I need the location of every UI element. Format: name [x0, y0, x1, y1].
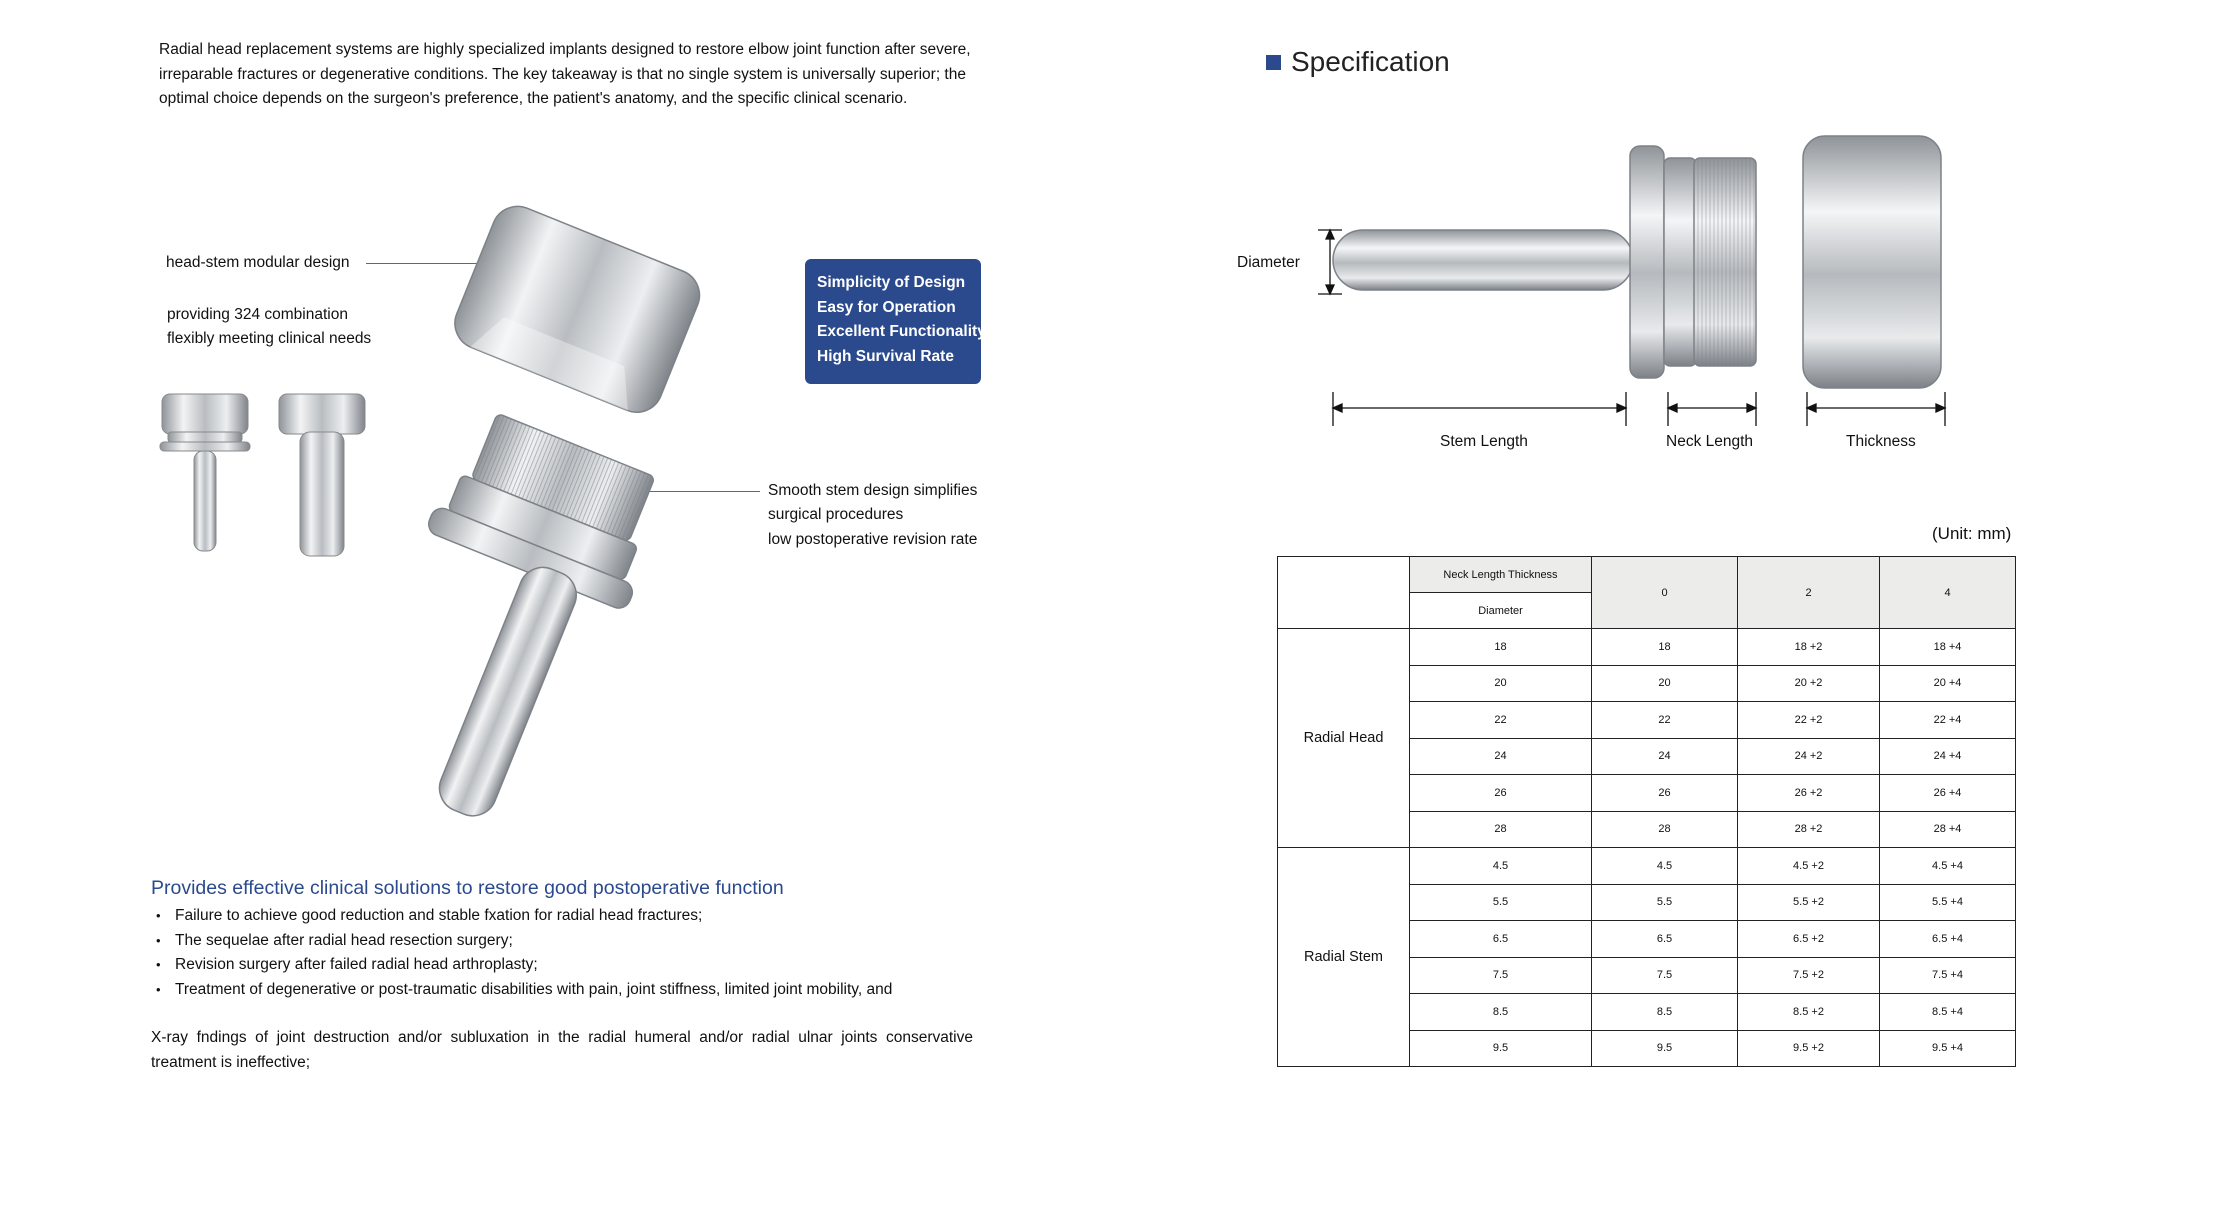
dim-label-diameter: Diameter: [1237, 254, 1300, 271]
dim-label-stem-length: Stem Length: [1440, 433, 1528, 450]
table-cell: 6.5 +4: [1880, 921, 2016, 958]
list-item: • Revision surgery after failed radial head arthroplasty;: [151, 953, 892, 978]
table-cell: 20 +2: [1738, 665, 1880, 702]
main-implant-illustration: [330, 190, 770, 830]
callout-stem-line2: surgical procedures: [768, 506, 904, 523]
small-implant-1: [160, 394, 250, 551]
table-header-col: 2: [1738, 557, 1880, 629]
radial-stem: [432, 560, 583, 823]
table-cell: 22: [1410, 702, 1592, 739]
table-cell: 6.5: [1592, 921, 1738, 958]
table-cell: 7.5: [1410, 957, 1592, 994]
table-cell: 8.5: [1410, 994, 1592, 1031]
table-cell: 4.5 +2: [1738, 848, 1880, 885]
callout-modular-design: head-stem modular design: [166, 254, 350, 271]
callout-stem-line1: Smooth stem design simplifies: [768, 482, 978, 499]
table-cell: 4.5: [1592, 848, 1738, 885]
table-cell: 6.5 +2: [1738, 921, 1880, 958]
table-group-radial-head: Radial Head: [1278, 629, 1410, 848]
indications-headline: Provides effective clinical solutions to restore good postoperative function: [151, 877, 784, 899]
table-cell: 8.5: [1592, 994, 1738, 1031]
table-cell: 5.5 +2: [1738, 884, 1880, 921]
feature-item: Simplicity of Design: [817, 274, 966, 291]
table-cell: 9.5 +2: [1738, 1030, 1880, 1067]
title-square-icon: [1266, 55, 1281, 70]
feature-item: High Survival Rate: [817, 347, 954, 365]
callout-stem-line3: low postoperative revision rate: [768, 531, 978, 548]
table-cell: 4.5: [1410, 848, 1592, 885]
table-cell: 8.5 +4: [1880, 994, 2016, 1031]
features-box: [805, 259, 986, 384]
table-cell: 18 +4: [1880, 629, 2016, 666]
table-cell: 26 +4: [1880, 775, 2016, 812]
callout-combination-line1: providing 324 combination: [167, 306, 348, 323]
table-cell: 22 +2: [1738, 702, 1880, 739]
table-cell: 24: [1410, 738, 1592, 775]
table-cell: 5.5: [1592, 884, 1738, 921]
table-corner-cell: [1278, 557, 1410, 629]
unit-label: (Unit: mm): [1932, 524, 2012, 543]
table-cell: 22 +4: [1880, 702, 2016, 739]
callout-combination-line2: flexibly meeting clinical needs: [167, 330, 372, 347]
dim-label-neck-length: Neck Length: [1666, 433, 1754, 450]
table-cell: 8.5 +2: [1738, 994, 1880, 1031]
list-item: • Treatment of degenerative or post-traumatic disabilities with pain, joint stiffness, limited joint mobility, and: [151, 978, 892, 1003]
table-header-neck-thickness: Neck Length Thickness: [1410, 557, 1592, 593]
spec-diagram: [1300, 130, 1980, 430]
table-cell: 28 +4: [1880, 811, 2016, 848]
table-cell: 28: [1410, 811, 1592, 848]
table-cell: 28: [1592, 811, 1738, 848]
table-cell: 7.5 +4: [1880, 957, 2016, 994]
table-cell: 5.5 +4: [1880, 884, 2016, 921]
spec-implant-side-view: [1333, 136, 1941, 388]
indications-list: [151, 904, 892, 1002]
table-cell: 22: [1592, 702, 1738, 739]
table-cell: 26 +2: [1738, 775, 1880, 812]
table-cell: 6.5: [1410, 921, 1592, 958]
table-cell: 9.5: [1410, 1030, 1592, 1067]
table-cell: 18: [1592, 629, 1738, 666]
table-cell: 20: [1410, 665, 1592, 702]
table-header-col: 0: [1592, 557, 1738, 629]
list-item: • Failure to achieve good reduction and stable fxation for radial head fractures;: [151, 904, 892, 929]
feature-item: Easy for Operation: [817, 298, 956, 316]
table-cell: 20 +4: [1880, 665, 2016, 702]
table-cell: 24 +4: [1880, 738, 2016, 775]
table-cell: 4.5 +4: [1880, 848, 2016, 885]
table-cell: 18 +2: [1738, 629, 1880, 666]
table-cell: 28 +2: [1738, 811, 1880, 848]
table-cell: 9.5: [1592, 1030, 1738, 1067]
table-cell: 26: [1592, 775, 1738, 812]
spec-title: Specification: [1266, 46, 1450, 78]
table-cell: 7.5 +2: [1738, 957, 1880, 994]
table-cell: 5.5: [1410, 884, 1592, 921]
table-cell: 7.5: [1592, 957, 1738, 994]
list-item: • The sequelae after radial head resection surgery;: [151, 929, 892, 954]
table-cell: 20: [1592, 665, 1738, 702]
table-group-radial-stem: Radial Stem: [1278, 848, 1410, 1067]
xray-paragraph: X-ray fndings of joint destruction and/or subluxation in the radial humeral and/or radial ulnar joints conservative treatment is ineffective;: [151, 1029, 973, 1071]
table-cell: 26: [1410, 775, 1592, 812]
table-cell: 24: [1592, 738, 1738, 775]
table-cell: 24 +2: [1738, 738, 1880, 775]
feature-item: Excellent Functionality: [817, 323, 986, 340]
table-cell: 9.5 +4: [1880, 1030, 2016, 1067]
table-header-diameter: Diameter: [1410, 593, 1592, 629]
spec-table: [1277, 556, 2016, 1067]
table-header-col: 4: [1880, 557, 2016, 629]
dim-label-thickness: Thickness: [1846, 433, 1916, 450]
intro-paragraph: Radial head replacement systems are highly specialized implants designed to restore elbow joint function after severe, irreparable fractures or degenerative conditions. The key takeaway is that no single system is universally superior; the optimal choice depends on the surgeon's preference, the patient's anatomy, and the specific clinical scenario.: [159, 41, 971, 107]
table-cell: 18: [1410, 629, 1592, 666]
